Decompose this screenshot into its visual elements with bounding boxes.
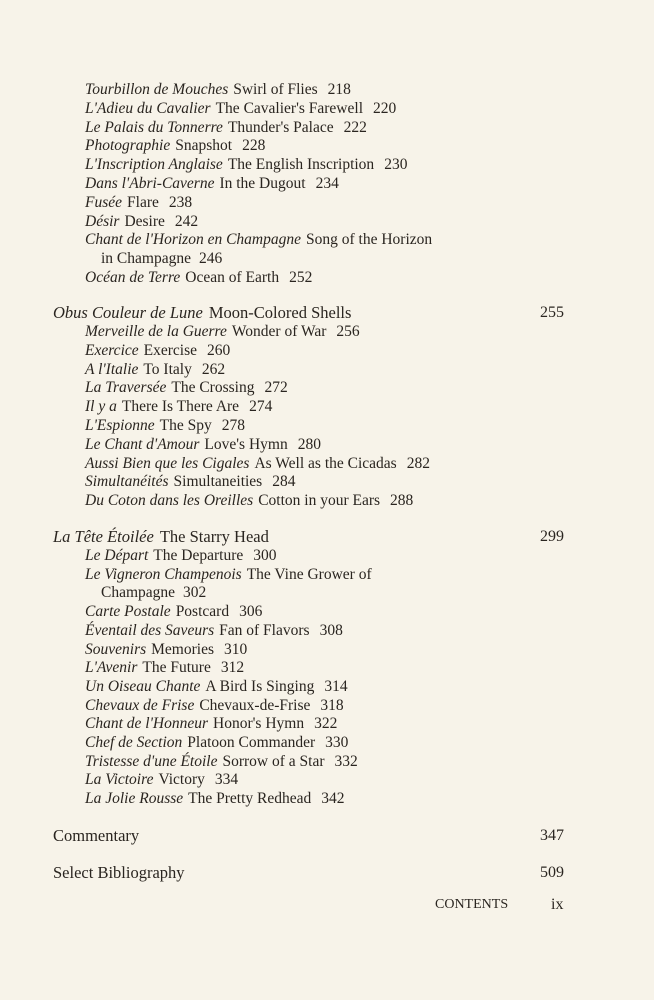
english-title: Fan of Flavors — [219, 621, 310, 639]
toc-entry — [85, 789, 345, 809]
french-title: A l'Italie — [85, 360, 139, 378]
toc-entry — [85, 621, 343, 641]
french-title: Chevaux de Frise — [85, 696, 195, 714]
page-number: 262 — [201, 360, 226, 378]
page-number: 318 — [320, 696, 344, 714]
bibliography-label: Select Bibliography — [53, 863, 185, 882]
french-title: Aussi Bien que les Cigales — [85, 454, 250, 472]
french-title: Du Coton dans les Oreilles — [85, 492, 254, 510]
toc-entry — [85, 416, 245, 436]
french-title: L'Avenir — [85, 659, 138, 677]
section-page-number: 299 — [540, 528, 564, 545]
toc-entry — [85, 658, 244, 678]
toc-entry — [85, 491, 413, 511]
section-french-title: La Tête Étoilée — [53, 527, 154, 546]
toc-entry — [85, 136, 265, 156]
page-number: 332 — [334, 752, 358, 770]
running-footer-page: ix — [551, 896, 564, 913]
page-number: 314 — [324, 677, 348, 695]
toc-entry — [85, 230, 432, 250]
page-number: 330 — [325, 734, 349, 751]
toc-entry — [85, 770, 238, 790]
english-title: Sorrow of a Star — [222, 752, 325, 770]
french-title: Simultanéités — [85, 473, 169, 491]
english-title: Memories — [151, 640, 214, 658]
toc-entry — [85, 696, 344, 716]
toc-entry — [85, 546, 276, 566]
commentary-heading — [53, 826, 139, 846]
english-title: Chevaux-de-Frise — [199, 696, 311, 714]
french-title: Le Vigneron Champenois — [85, 565, 242, 583]
english-title-continued: in Champagne — [101, 250, 191, 268]
toc-entry — [85, 174, 339, 194]
toc-entry — [85, 714, 337, 734]
french-title: Désir — [85, 212, 120, 230]
english-title: There Is There Are — [121, 398, 240, 416]
toc-entry — [85, 435, 321, 455]
french-title: Dans l'Abri-Caverne — [85, 175, 215, 192]
page-number: 288 — [390, 492, 414, 510]
page-number: 306 — [239, 603, 263, 621]
french-title: Chant de l'Horizon en Champagne — [85, 231, 302, 249]
french-title: L'Inscription Anglaise — [85, 156, 223, 174]
page-number: 234 — [315, 175, 339, 192]
page-number: 278 — [221, 417, 245, 434]
section-english-title: Moon-Colored Shells — [208, 303, 352, 322]
page-number: 260 — [207, 341, 231, 359]
toc-entry — [85, 193, 192, 213]
english-title-continued: Champagne — [101, 584, 176, 602]
english-title: Victory — [158, 771, 205, 789]
english-title: The Departure — [153, 547, 244, 564]
running-footer-label: CONTENTS — [435, 897, 509, 912]
page-number: 302 — [183, 584, 207, 602]
french-title: Merveille de la Guerre — [85, 323, 227, 340]
section-french-title: Obus Couleur de Lune — [53, 303, 203, 322]
french-title: Exercice — [85, 341, 139, 359]
english-title: Song of the Horizon — [306, 231, 433, 249]
toc-entry — [85, 212, 198, 232]
page-number: 300 — [253, 547, 277, 564]
english-title: Wonder of War — [231, 323, 327, 340]
page-number: 272 — [264, 379, 288, 397]
toc-entry — [85, 268, 312, 288]
section-heading — [53, 527, 269, 547]
english-title: The Spy — [159, 417, 212, 434]
english-title: Swirl of Flies — [233, 81, 318, 98]
french-title: La Victoire — [85, 771, 154, 789]
commentary-page-number: 347 — [540, 827, 564, 844]
page-number: 252 — [289, 269, 313, 286]
page-number: 242 — [174, 212, 199, 230]
bibliography-heading — [53, 863, 185, 883]
english-title: Platoon Commander — [187, 734, 316, 751]
toc-entry — [85, 360, 225, 380]
english-title: To Italy — [143, 360, 192, 378]
page-number: 228 — [242, 137, 266, 155]
french-title: Chef de Section — [85, 734, 183, 751]
french-title: Le Chant d'Amour — [85, 435, 200, 453]
english-title: The English Inscription — [227, 156, 375, 174]
english-title: The Cavalier's Farewell — [215, 99, 363, 117]
french-title: Souvenirs — [85, 640, 147, 658]
toc-entry — [85, 80, 351, 100]
french-title: L'Adieu du Cavalier — [85, 99, 211, 117]
toc-entry — [85, 472, 295, 492]
page-number: 218 — [327, 81, 351, 98]
commentary-label: Commentary — [53, 826, 140, 845]
section-heading — [53, 303, 351, 323]
toc-entry — [85, 341, 230, 361]
french-title: Photographie — [85, 137, 171, 155]
english-title: Love's Hymn — [204, 435, 288, 453]
page-number: 280 — [297, 435, 321, 453]
english-title: Desire — [124, 212, 165, 230]
section-english-title: The Starry Head — [159, 527, 269, 546]
french-title: La Jolie Rousse — [85, 790, 184, 808]
toc-entry — [85, 752, 358, 772]
toc-entry — [85, 454, 430, 474]
french-title: Il y a — [85, 398, 117, 416]
english-title: Honor's Hymn — [213, 715, 305, 733]
toc-entry — [85, 155, 407, 175]
english-title: The Vine Grower of — [246, 565, 372, 583]
page-number: 256 — [336, 323, 360, 340]
page-number: 308 — [319, 621, 343, 639]
page-number: 334 — [214, 771, 239, 789]
english-title: The Pretty Redhead — [188, 790, 312, 808]
toc-entry-continuation — [101, 583, 206, 603]
page-number: 322 — [314, 715, 338, 733]
page-number: 220 — [373, 99, 397, 117]
french-title: L'Espionne — [85, 417, 155, 434]
english-title: The Crossing — [171, 379, 255, 397]
french-title: La Traversée — [85, 379, 167, 397]
page-number: 342 — [321, 790, 345, 808]
toc-entry — [85, 397, 272, 417]
english-title: A Bird Is Singing — [205, 677, 315, 695]
toc-entry — [85, 677, 348, 697]
section-page-number: 255 — [540, 304, 564, 321]
toc-entry — [85, 99, 396, 119]
page-number: 238 — [168, 193, 193, 211]
toc-entry — [85, 565, 372, 585]
page-number: 222 — [343, 118, 367, 136]
english-title: Postcard — [175, 603, 230, 621]
page-number: 310 — [224, 640, 248, 658]
english-title: Ocean of Earth — [185, 269, 280, 286]
toc-entry — [85, 640, 247, 660]
page-number: 312 — [220, 659, 245, 677]
french-title: Tourbillon de Mouches — [85, 81, 229, 98]
toc-entry — [85, 602, 262, 622]
page-number: 274 — [249, 398, 273, 416]
french-title: Un Oiseau Chante — [85, 677, 201, 695]
french-title: Fusée — [85, 193, 123, 211]
french-title: Chant de l'Honneur — [85, 715, 209, 733]
english-title: Simultaneities — [173, 473, 263, 491]
french-title: Tristesse d'une Étoile — [85, 752, 218, 770]
english-title: In the Dugout — [219, 175, 306, 192]
page-number: 246 — [198, 250, 223, 268]
french-title: Le Départ — [85, 547, 149, 564]
french-title: Le Palais du Tonnerre — [85, 118, 223, 136]
french-title: Océan de Terre — [85, 269, 181, 286]
english-title: Flare — [127, 193, 159, 211]
page-number: 282 — [406, 454, 430, 472]
english-title: As Well as the Cicadas — [254, 454, 397, 472]
toc-entry — [85, 322, 360, 342]
toc-entry — [85, 118, 367, 138]
toc-entry — [85, 733, 348, 753]
french-title: Éventail des Saveurs — [85, 621, 215, 639]
toc-entry-continuation — [101, 249, 222, 269]
english-title: Thunder's Palace — [227, 118, 334, 136]
english-title: Snapshot — [175, 137, 233, 155]
page-number: 230 — [384, 156, 408, 174]
english-title: The Future — [142, 659, 211, 677]
english-title: Cotton in your Ears — [258, 492, 381, 510]
toc-entry — [85, 378, 288, 398]
english-title: Exercise — [143, 341, 197, 359]
bibliography-page-number: 509 — [540, 864, 564, 881]
french-title: Carte Postale — [85, 603, 171, 621]
page-number: 284 — [272, 473, 296, 491]
